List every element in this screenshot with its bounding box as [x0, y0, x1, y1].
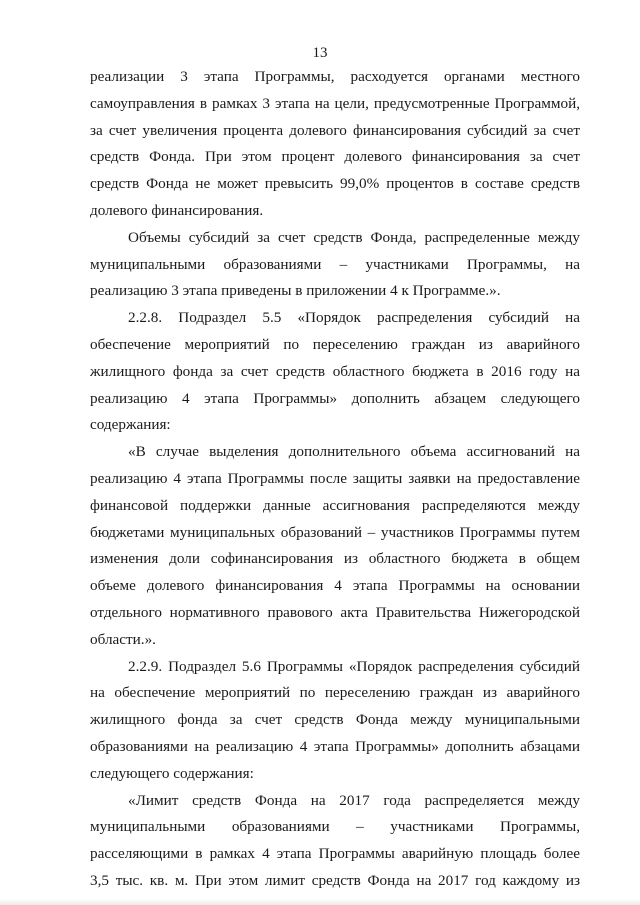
text-line: области.». — [90, 630, 156, 648]
text-line: средств Фонда не может превысить 99,0% процентов в составе средств — [90, 175, 580, 193]
text-line: изменения доли софинансирования из областного бюджета в общем — [90, 550, 580, 568]
paragraph — [90, 788, 580, 895]
paragraph — [90, 654, 580, 788]
text-line: образованиями на реализацию 4 этапа Программы» дополнить абзацами — [90, 737, 580, 755]
text-line: реализацию 4 этапа Программы после защиты заявки на предоставление — [90, 469, 580, 487]
text-line: на обеспечение мероприятий по переселению граждан из аварийного — [90, 684, 580, 702]
paragraph — [90, 305, 580, 439]
paragraph — [90, 439, 580, 653]
text-line: реализацию 4 этапа Программы» дополнить абзацем следующего — [90, 389, 580, 407]
text-line: финансовой поддержки данные ассигнования распределяются между — [90, 496, 580, 514]
page-number: 13 — [312, 45, 328, 61]
text-line: средств Фонда. При этом процент долевого финансирования за счет — [90, 148, 580, 166]
text-line: следующего содержания: — [90, 764, 254, 782]
text-line: 3,5 тыс. кв. м. При этом лимит средств Фонда на 2017 год каждому из — [90, 871, 580, 889]
text-line: реализацию 3 этапа приведены в приложении 4 к Программе.». — [90, 282, 501, 300]
text-line: самоуправления в рамках 3 этапа на цели, предусмотренные Программой, — [90, 94, 580, 112]
text-line: 2.2.8. Подраздел 5.5 «Порядок распределения субсидий на — [128, 309, 580, 327]
paragraph — [90, 64, 580, 225]
text-line: отдельного нормативного правового акта Правительства Нижегородской — [90, 603, 580, 621]
text-line: жилищного фонда за счет средств Фонда между муниципальными — [90, 711, 580, 729]
text-line: «В случае выделения дополнительного объема ассигнований на — [128, 443, 580, 461]
text-line: расселяющими в рамках 4 этапа Программы аварийную площадь более — [90, 845, 580, 863]
text-line: «Лимит средств Фонда на 2017 года распределяется между — [128, 791, 580, 809]
text-line: бюджетами муниципальных образований – участников Программы путем — [90, 523, 580, 541]
text-line: Объемы субсидий за счет средств Фонда, распределенные между — [128, 228, 580, 246]
text-line: реализации 3 этапа Программы, расходуется органами местного — [90, 68, 580, 85]
text-line: содержания: — [90, 416, 171, 434]
text-line: долевого финансирования. — [90, 201, 264, 219]
text-line: 2.2.9. Подраздел 5.6 Программы «Порядок распределения субсидий — [128, 657, 580, 675]
text-line: за счет увеличения процента долевого финансирования субсидий за счет — [90, 121, 580, 139]
text-line: муниципальными образованиями – участниками Программы, на — [90, 255, 580, 273]
text-line: муниципальными образованиями – участниками Программы, — [90, 818, 580, 836]
document-body — [90, 64, 580, 895]
paragraph — [90, 225, 580, 305]
page-bottom-edge — [0, 899, 640, 905]
text-line: обеспечение мероприятий по переселению граждан из аварийного — [90, 335, 580, 353]
text-line: жилищного фонда за счет средств областного бюджета в 2016 году на — [90, 362, 580, 380]
text-line: объеме долевого финансирования 4 этапа Программы на основании — [90, 577, 580, 595]
